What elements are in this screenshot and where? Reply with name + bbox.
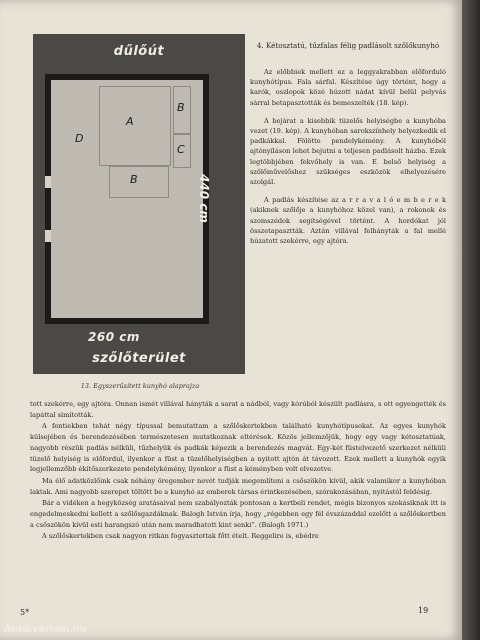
body-text xyxy=(30,399,446,543)
door-upper xyxy=(45,176,51,188)
page-number: 19 xyxy=(418,606,429,615)
body-paragraph: A szőlőskertekben csak nagyon ritkán fogyasztottak főtt ételt. Reggelire is, ebédre xyxy=(42,532,319,541)
section-heading: 4. Kétosztatú, tűzfalas félig padlásolt szőlőkunyhó xyxy=(256,41,440,50)
room-c-upper xyxy=(173,86,191,134)
column-paragraph: A padlás készítése az a r r a v a l ó e m b e r e k (akiknek szőlője a kunyhóhoz közel van), a rokonok és szomszédok segítségével történt. A hordókat jól összetapasztták. Aztán villával felhányták a fal mellé húzatott szekérre, egy ajtóra. xyxy=(250,196,446,246)
plan-width-dimension: 260 cm xyxy=(88,330,140,344)
room-label-b-upper: B xyxy=(177,101,185,114)
plan-bottom-label: szőlőterület xyxy=(92,351,186,366)
body-paragraph: Ma élő adatközlőink csak néhány öregember nevét tudják megemlíteni a csőszökön kívül, akik valamikor a kunyhóban laktak. Ami nagyobb szerepet töltött be a kunyhó az emberek társas érintkezésében, szórakozásában, nyitástól feldésig. xyxy=(30,476,446,496)
room-a xyxy=(99,86,171,166)
room-b xyxy=(109,166,169,198)
plan-outline xyxy=(45,74,209,324)
right-column xyxy=(250,40,446,254)
room-label-b: B xyxy=(130,173,138,186)
body-paragraph: Bár a vidéken a hegyközség aratásaival nem szabályozták pontosan a kertbeli rendet, mégis bizonyos szokásiknak itt is engedelmeskedni kellett a szőlősgazdáknak. Balogh István írja, hogy „régebben egy fél évszázaddal ezelőtt a szőlőskertben a csőszökön kívül esti harangszó után nem maradhatott kint senki”. (Balogh 1971.) xyxy=(30,499,446,529)
watermark-text: Antikvárium.hu xyxy=(4,624,87,635)
book-edge xyxy=(462,0,480,640)
column-paragraph: Az előbbiek mellett ez a leggyakrabban előforduló kunyhótípus. Fala sárfal. Készítése úgy történt, hogy a karók, oszlopok közé húzott nádat kívül belül pelyvás sárral betapasztották és bemeszelték (18. kép). xyxy=(250,68,446,107)
body-paragraph: A fentiekben tehát négy típussal bemutattam a szőlőskertekben található kunyhótípusokat. Az egyes kunyhók külsejében és berendezésében természetesen mutatkoznak eltérések. Közös jellemzőjük, hogy egy vagy kétosztatúak, nagyobb részük padlás nélküli, tűzhelyük és padkák képezik a berendezés magvát. Egy-két füstelvezető szerkezet nélküli tüzelő helyiség is előfordul, ilyenkor a füst a tüzelőhelyiségben a nyitott ajtón át távozott. Ezek mellett a kunyhók egyik legjellemzőbb ékítőszerkezete pendelykémény, ilyenkor a füst a kéményben volt elvezetve. xyxy=(30,422,446,474)
body-paragraph: tott szekérre, egy ajtóra. Onnan ismét villával hányták a sarat a nádból, vagy kórúból készült padlásra, s ott egyengették és lapáttal simították. xyxy=(30,400,446,419)
room-label-d: D xyxy=(75,132,84,145)
signature-mark: 5* xyxy=(20,608,30,617)
plan-height-dimension: 440 cm xyxy=(197,174,211,223)
column-paragraph: A bejárat a kisebbik tüzelős helyiségbe a kunyhóba vezet (19. kép). A kunyhóban sarokszínhely helyezkedik el padkákkal. Fölötte pendelykémény. A kunyhóból ajtónyíláson lehet bejutni a teljesen padlásolt házba. Ezek legtöbbjében fekvőhely is van. E belső helyiség a szőlőművelőshez szükséges eszközök elhelyezésére szolgál. xyxy=(250,116,446,187)
figure-caption: 13. Egyszerűsített kunyhó alaprajza xyxy=(80,382,200,390)
door-lower xyxy=(45,230,51,242)
plan-top-label: dűlőút xyxy=(113,44,165,59)
room-label-c: C xyxy=(177,143,185,156)
room-label-a: A xyxy=(126,115,134,128)
floor-plan-photo xyxy=(33,34,245,374)
room-c-lower xyxy=(173,134,191,168)
